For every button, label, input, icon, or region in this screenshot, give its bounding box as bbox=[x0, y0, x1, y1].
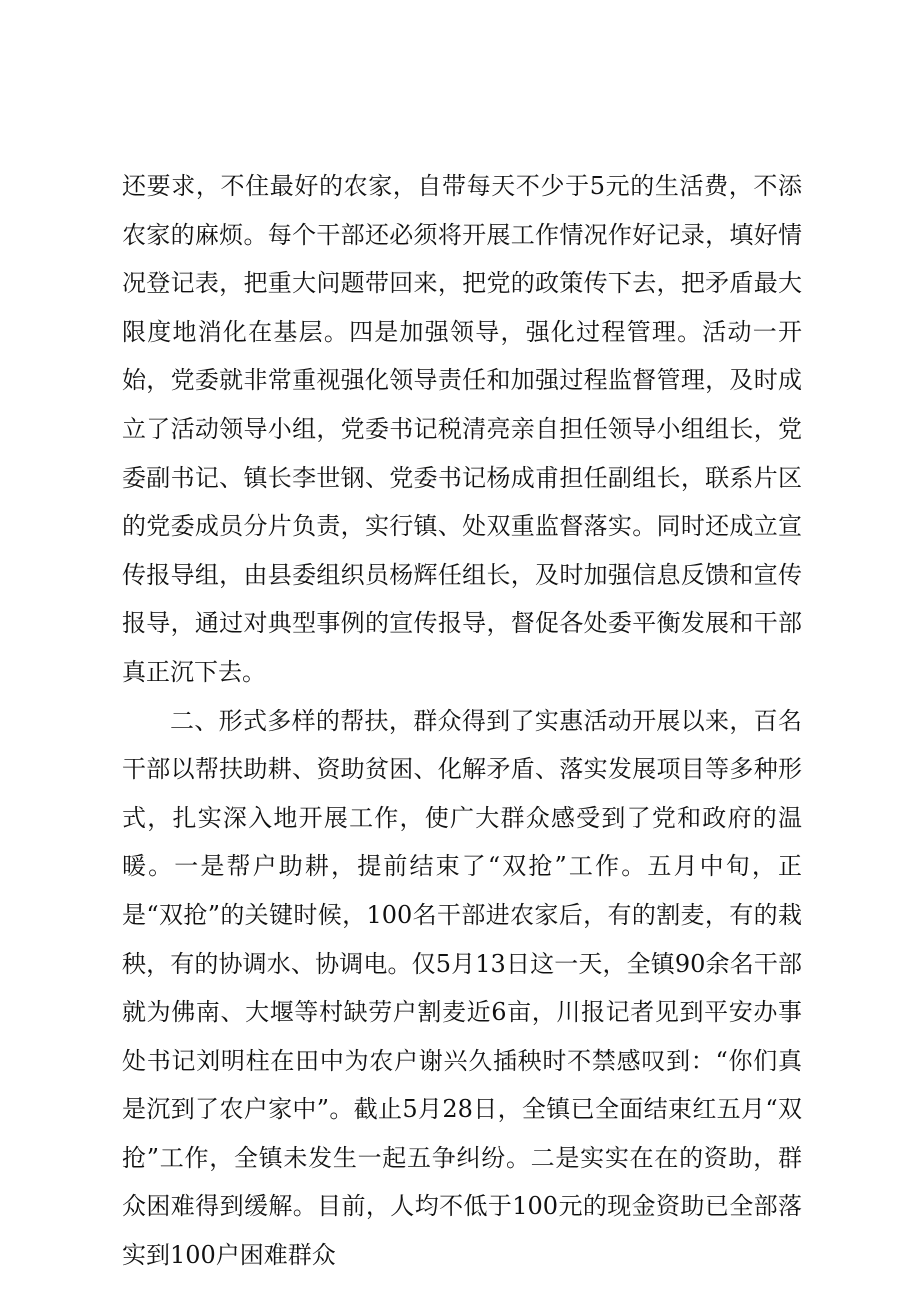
document-page bbox=[122, 162, 802, 1280]
paragraph-2: 二、形式多样的帮扶，群众得到了实惠活动开展以来，百名干部以帮扶助耕、资助贫困、化解矛盾、落实发展项目等多种形式，扎实深入地开展工作，使广大群众感受到了党和政府的温暖。一是帮户助耕，提前结束了“双抢”工作。五月中旬，正是“双抢”的关键时候，100名干部进农家后，有的割麦，有的栽秧，有的协调水、协调电。仅5月13日这一天，全镇90余名干部就为佛南、大堰等村缺劳户割麦近6亩，川报记者见到平安办事处书记刘明柱在田中为农户谢兴久插秧时不禁感叹到：“你们真是沉到了农户家中”。截止5月28日，全镇已全面结束红五月“双抢”工作，全镇未发生一起五争纠纷。二是实实在在的资助，群众困难得到缓解。目前，人均不低于100元的现金资助已全部落实到100户困难群众 bbox=[122, 706, 802, 1270]
paragraph-1: 还要求，不住最好的农家，自带每天不少于5元的生活费，不添农家的麻烦。每个干部还必须将开展工作情况作好记录，填好情况登记表，把重大问题带回来，把党的政策传下去，把矛盾最大限度地消化在基层。四是加强领导，强化过程管理。活动一开始，党委就非常重视强化领导责任和加强过程监督管理，及时成立了活动领导小组，党委书记税清亮亲自担任领导小组组长，党委副书记、镇长李世钢、党委书记杨成甫担任副组长，联系片区的党委成员分片负责，实行镇、处双重监督落实。同时还成立宣传报导组，由县委组织员杨辉任组长，及时加强信息反馈和宣传报导，通过对典型事例的宣传报导，督促各处委平衡发展和干部真正沉下去。 bbox=[122, 172, 802, 686]
